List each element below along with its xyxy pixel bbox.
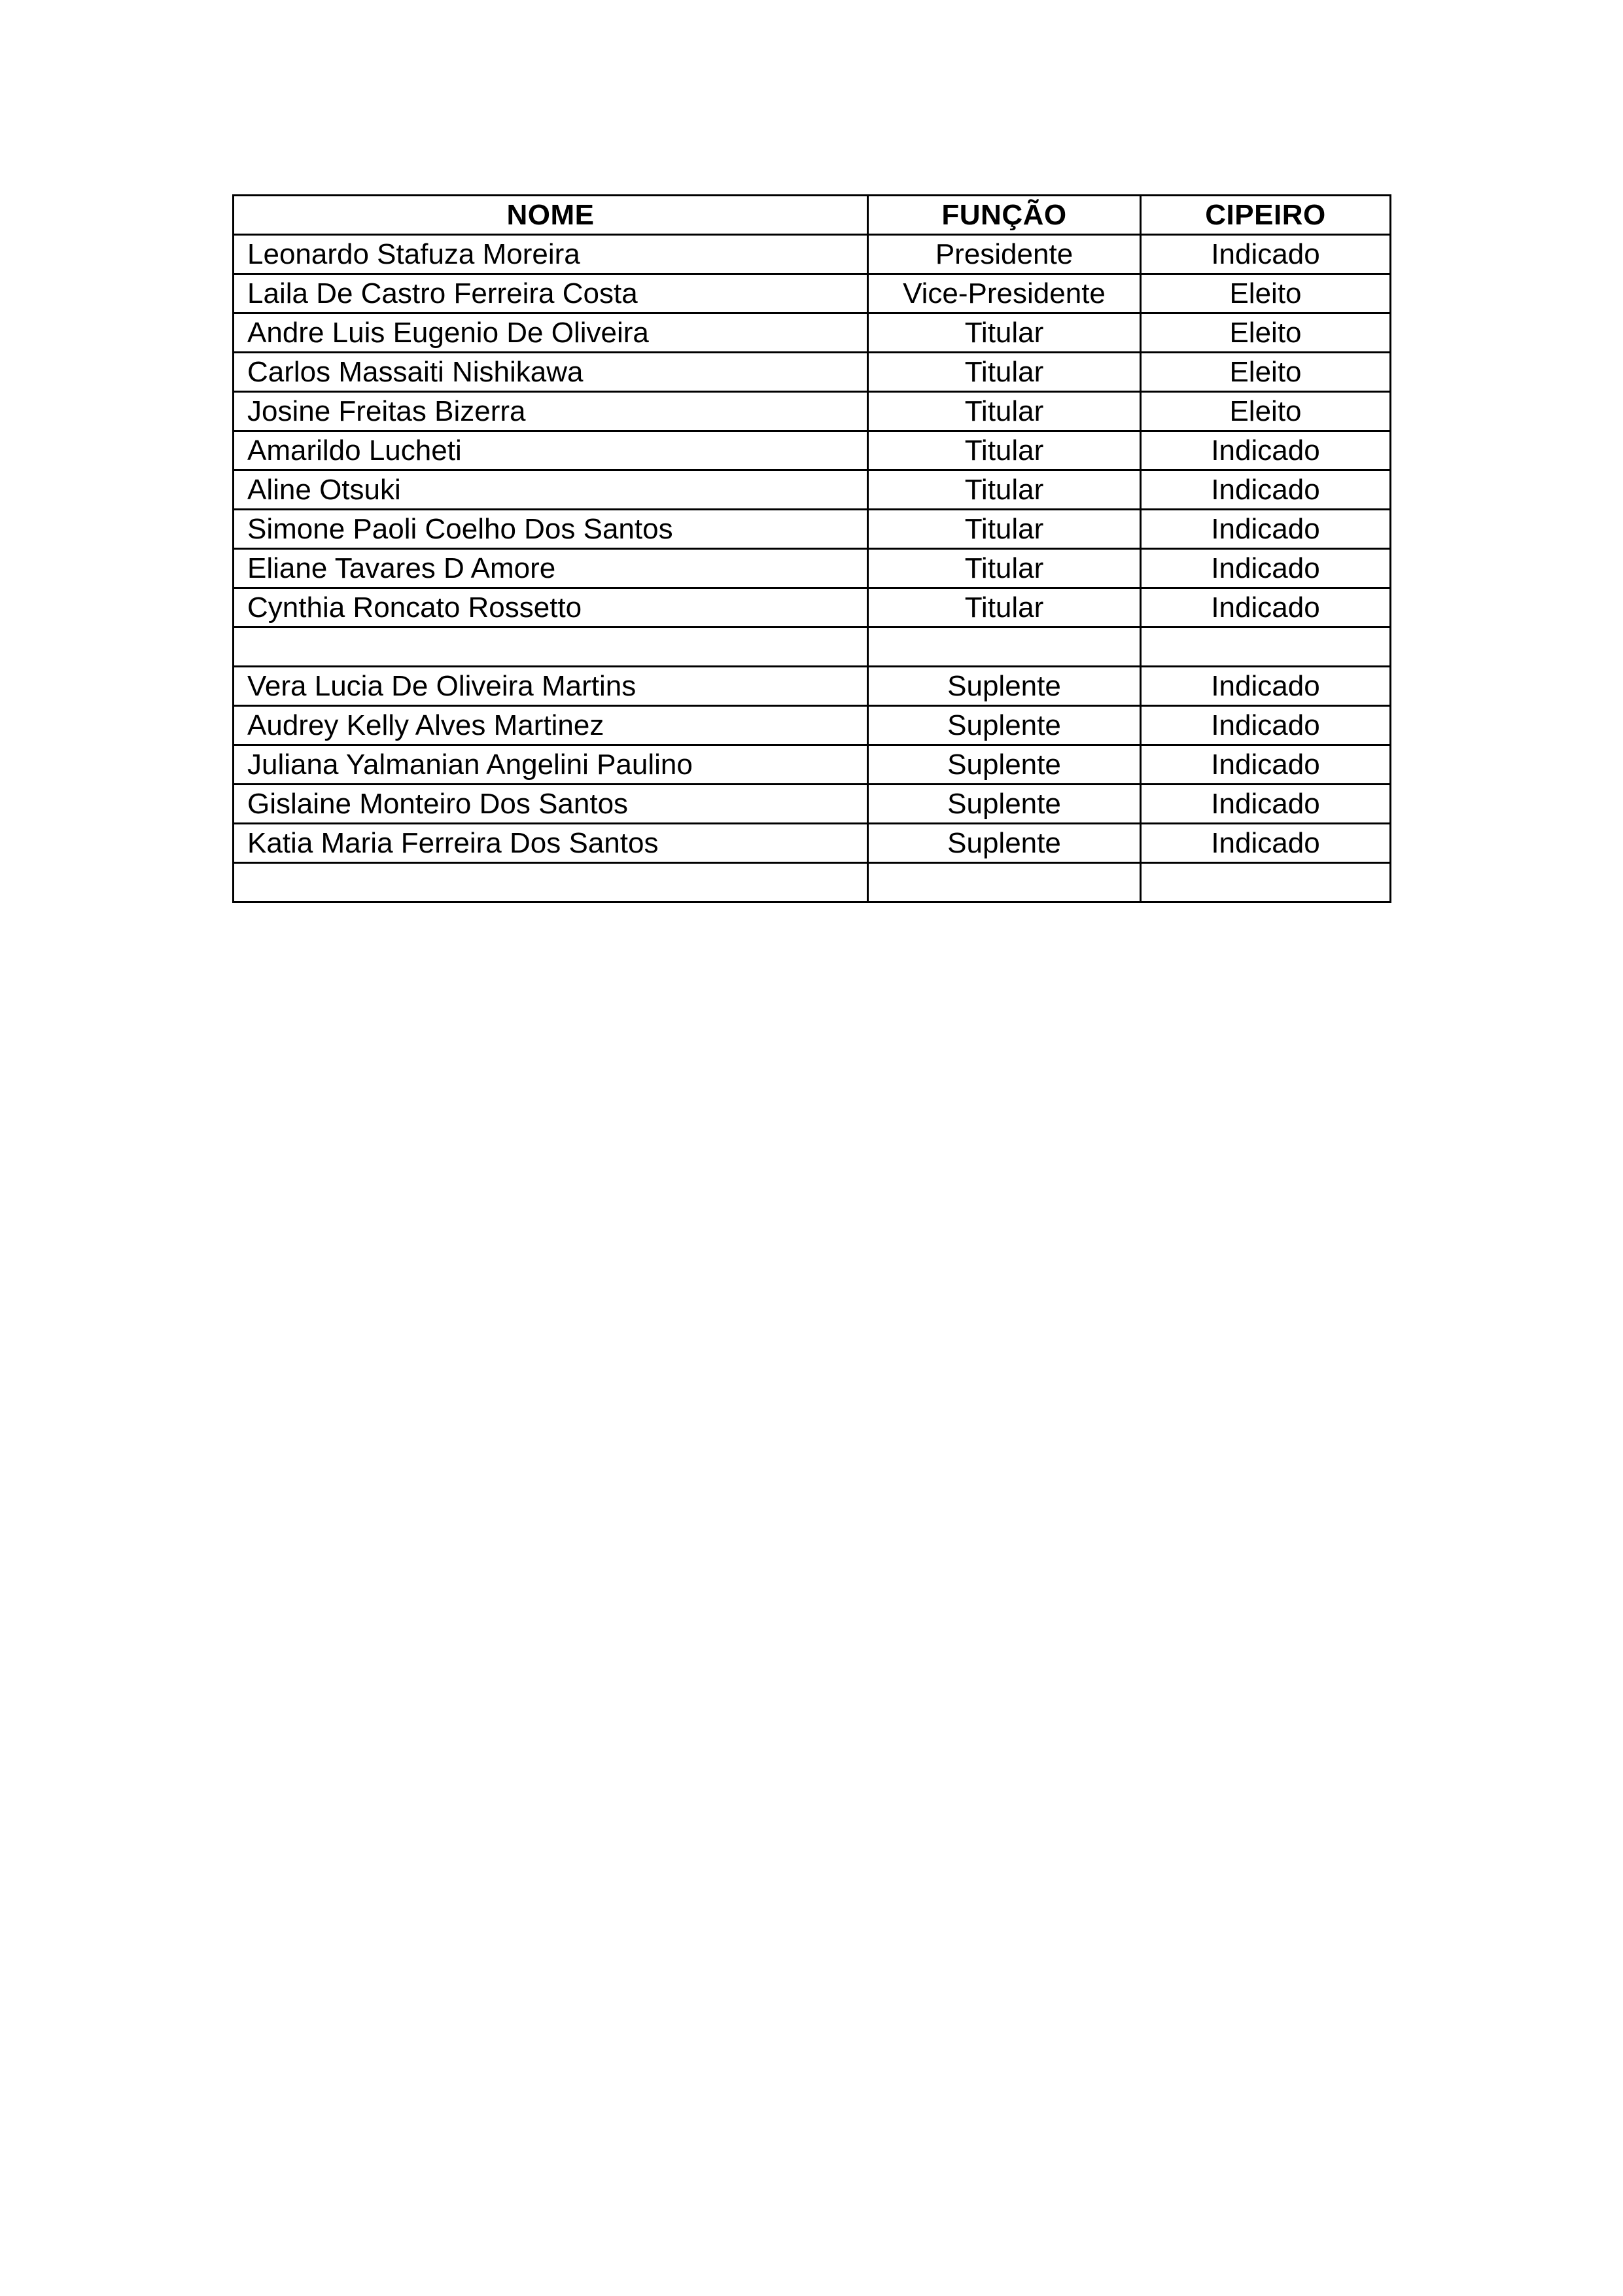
- table-row: [234, 431, 1391, 470]
- cell-nome: Gislaine Monteiro Dos Santos: [234, 785, 868, 824]
- cell-funcao: Suplente: [868, 785, 1141, 824]
- table-row: [234, 313, 1391, 353]
- cell-cipeiro: Eleito: [1141, 353, 1391, 392]
- table-row: [234, 667, 1391, 706]
- cell-nome: Audrey Kelly Alves Martinez: [234, 706, 868, 745]
- cell-nome: Carlos Massaiti Nishikawa: [234, 353, 868, 392]
- cell-cipeiro: Indicado: [1141, 235, 1391, 274]
- cell-cipeiro: Indicado: [1141, 745, 1391, 785]
- cell-funcao: Titular: [868, 470, 1141, 510]
- table-row: [234, 235, 1391, 274]
- cell-cipeiro: Eleito: [1141, 392, 1391, 431]
- cell-nome: Simone Paoli Coelho Dos Santos: [234, 510, 868, 549]
- table-header-row: [234, 196, 1391, 235]
- cell-nome: Amarildo Lucheti: [234, 431, 868, 470]
- cell-nome: Vera Lucia De Oliveira Martins: [234, 667, 868, 706]
- cell-cipeiro: Indicado: [1141, 785, 1391, 824]
- cell-nome: Juliana Yalmanian Angelini Paulino: [234, 745, 868, 785]
- cell-cipeiro: [1141, 863, 1391, 902]
- cell-cipeiro: Indicado: [1141, 431, 1391, 470]
- cipa-members-table: [232, 194, 1391, 903]
- table-row: [234, 353, 1391, 392]
- table-row: [234, 785, 1391, 824]
- cell-nome: Aline Otsuki: [234, 470, 868, 510]
- cell-nome: Katia Maria Ferreira Dos Santos: [234, 824, 868, 863]
- cell-funcao: Titular: [868, 549, 1141, 588]
- cell-nome: Josine Freitas Bizerra: [234, 392, 868, 431]
- cell-funcao: Suplente: [868, 745, 1141, 785]
- cell-cipeiro: Eleito: [1141, 313, 1391, 353]
- cell-funcao: Titular: [868, 313, 1141, 353]
- cell-funcao: Suplente: [868, 824, 1141, 863]
- table-row-empty: [234, 863, 1391, 902]
- cell-nome: Eliane Tavares D Amore: [234, 549, 868, 588]
- cell-nome: [234, 863, 868, 902]
- cell-cipeiro: Indicado: [1141, 470, 1391, 510]
- cell-cipeiro: [1141, 627, 1391, 667]
- cell-cipeiro: Indicado: [1141, 588, 1391, 627]
- cell-nome: [234, 627, 868, 667]
- cell-funcao: Titular: [868, 353, 1141, 392]
- cell-funcao: [868, 627, 1141, 667]
- table-row: [234, 510, 1391, 549]
- cell-nome: Leonardo Stafuza Moreira: [234, 235, 868, 274]
- cell-funcao: Titular: [868, 392, 1141, 431]
- cell-funcao: Titular: [868, 588, 1141, 627]
- cell-funcao: Presidente: [868, 235, 1141, 274]
- table-row: [234, 392, 1391, 431]
- cell-funcao: Titular: [868, 431, 1141, 470]
- cell-nome: Laila De Castro Ferreira Costa: [234, 274, 868, 313]
- cell-cipeiro: Indicado: [1141, 667, 1391, 706]
- cell-nome: Andre Luis Eugenio De Oliveira: [234, 313, 868, 353]
- cell-cipeiro: Indicado: [1141, 510, 1391, 549]
- cell-cipeiro: Indicado: [1141, 706, 1391, 745]
- header-cipeiro: CIPEIRO: [1141, 196, 1391, 235]
- cell-funcao: [868, 863, 1141, 902]
- cell-funcao: Vice-Presidente: [868, 274, 1141, 313]
- cell-funcao: Titular: [868, 510, 1141, 549]
- cell-funcao: Suplente: [868, 667, 1141, 706]
- table-row: [234, 549, 1391, 588]
- cell-funcao: Suplente: [868, 706, 1141, 745]
- table-row: [234, 274, 1391, 313]
- table-row: [234, 745, 1391, 785]
- header-nome: NOME: [234, 196, 868, 235]
- table-row: [234, 706, 1391, 745]
- table-row: [234, 824, 1391, 863]
- cell-cipeiro: Eleito: [1141, 274, 1391, 313]
- header-funcao: FUNÇÃO: [868, 196, 1141, 235]
- table-row-empty: [234, 627, 1391, 667]
- cell-cipeiro: Indicado: [1141, 549, 1391, 588]
- cell-cipeiro: Indicado: [1141, 824, 1391, 863]
- cell-nome: Cynthia Roncato Rossetto: [234, 588, 868, 627]
- table-row: [234, 470, 1391, 510]
- table-row: [234, 588, 1391, 627]
